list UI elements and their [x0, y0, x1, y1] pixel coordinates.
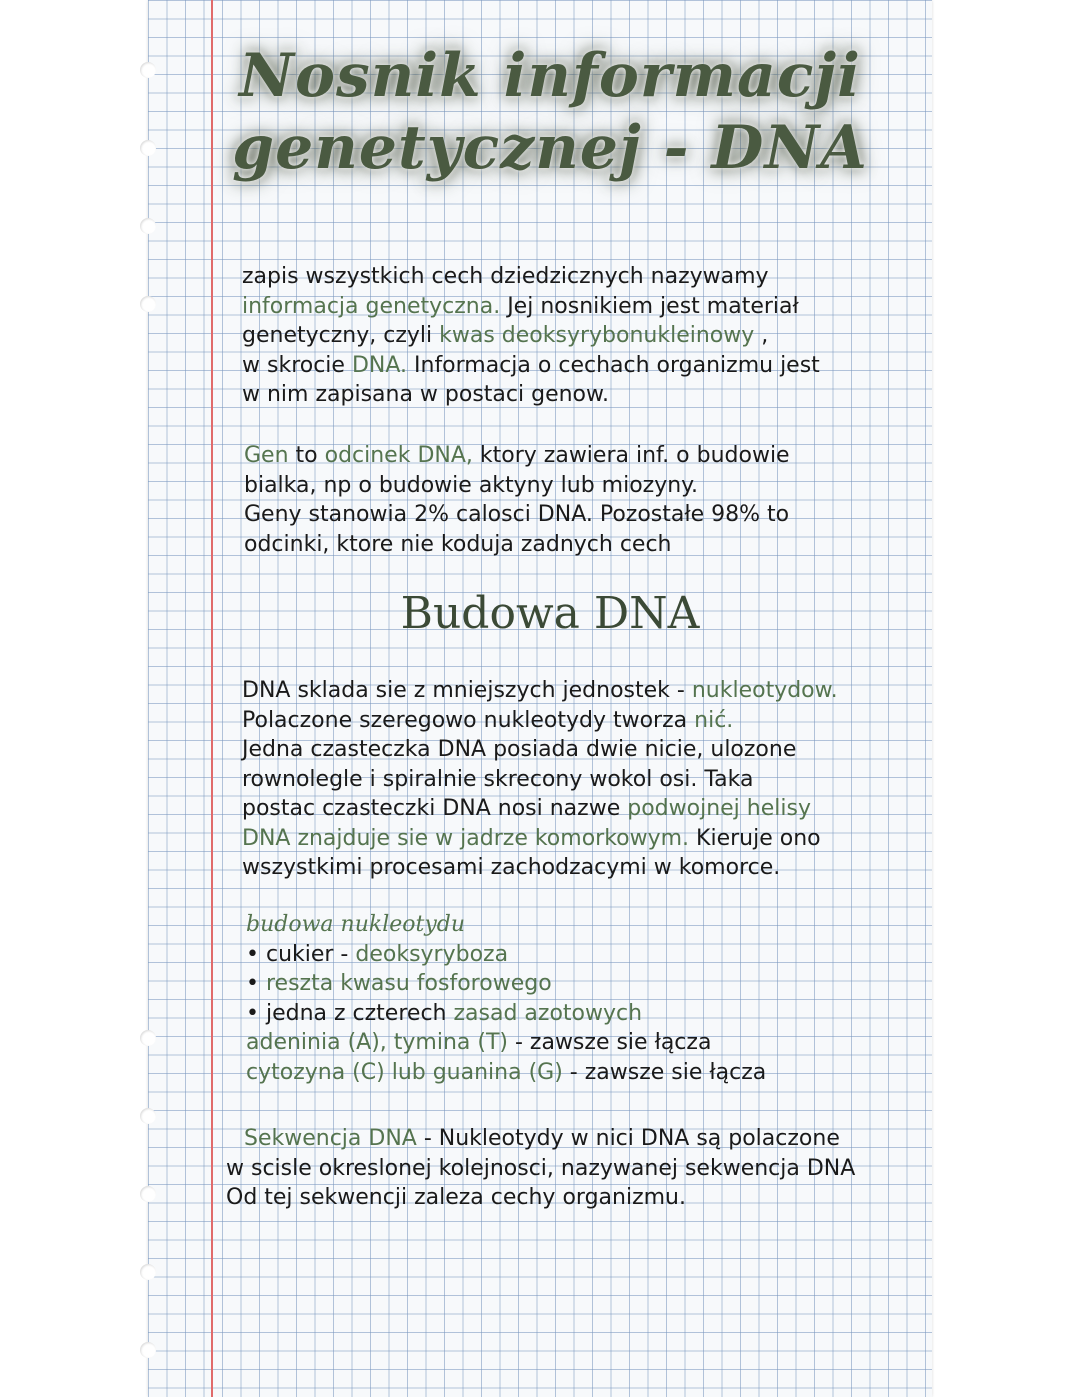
binder-hole [140, 1030, 156, 1046]
list-item [246, 1028, 766, 1058]
highlight-term: adeninia (A), tymina (T) [246, 1030, 508, 1055]
text: postac czasteczki DNA nosi nazwe [242, 796, 628, 821]
text: w nim zapisana w postaci genow. [242, 382, 609, 407]
highlight-term: zasad azotowych [453, 1000, 643, 1026]
highlight-term: odcinek DNA, [324, 443, 473, 468]
list-item [246, 940, 766, 970]
text: Jej nosnikiem jest materiał [500, 293, 799, 319]
text-line [242, 765, 838, 795]
section-heading: Budowa DNA [400, 588, 700, 639]
list-item [246, 969, 766, 999]
binder-hole [140, 1264, 156, 1280]
text: • cukier - [246, 941, 356, 967]
list-item [246, 1058, 766, 1088]
margin-line [211, 0, 213, 1397]
highlight-term: cytozyna (C) lub guanina (G) [246, 1059, 563, 1085]
binder-hole [140, 140, 156, 156]
nukleotyd-list [246, 910, 766, 1087]
text: zapis wszystkich cech dziedzicznych nazywamy [242, 264, 769, 289]
text-line [242, 794, 838, 824]
highlight-term: nić. [694, 707, 734, 733]
text: wszystkimi procesami zachodzacymi w komorce. [242, 855, 781, 880]
intro-paragraph [242, 262, 820, 410]
text: Informacja o cechach organizmu jest [407, 352, 820, 378]
text-line [242, 380, 820, 410]
binder-hole [140, 62, 156, 78]
highlight-term: informacja genetyczna. [242, 293, 501, 319]
text-line [242, 262, 820, 292]
list-item [246, 999, 766, 1029]
text: w scisle okreslonej kolejnosci, nazywanej sekwencja DNA [226, 1155, 856, 1181]
text-line [244, 530, 790, 560]
binder-hole [140, 218, 156, 234]
text-line [242, 351, 820, 381]
text-line [244, 500, 790, 530]
text: w skrocie [242, 352, 352, 378]
binder-hole [140, 1186, 156, 1202]
text-line [244, 441, 790, 471]
text: Kieruje ono [689, 825, 821, 851]
text: • jedna z czterech [246, 1000, 454, 1026]
highlight-term: kwas deoksyrybonukleinowy [439, 323, 755, 348]
text: Geny stanowia 2% calosci DNA. Pozostałe 98% to [244, 502, 790, 527]
title-line-2: genetycznej - DNA [232, 113, 868, 183]
text: ktory zawiera inf. o budowie [472, 443, 790, 468]
text-line [242, 824, 838, 854]
highlight-term: DNA znajduje sie w jadrze komorkowym. [242, 825, 690, 851]
text: to [288, 443, 325, 468]
text: , [754, 323, 769, 348]
highlight-term: reszta kwasu fosforowego [265, 971, 552, 996]
text: bialka, np o budowie aktyny lub miozyny. [244, 472, 699, 498]
title-line-1: Nosnik informacji [239, 41, 861, 111]
text: - Nukleotydy w nici DNA są polaczone [416, 1126, 840, 1151]
text: odcinki, ktore nie koduja zadnych cech [244, 531, 672, 557]
text-line [244, 471, 790, 501]
text-line [226, 1154, 932, 1184]
highlight-term: DNA. [351, 352, 408, 378]
text: DNA sklada sie z mniejszych jednostek - [242, 678, 692, 703]
text: - zawsze sie łącza [507, 1030, 712, 1055]
highlight-term: podwojnej helisy [627, 796, 811, 821]
binder-hole [140, 1108, 156, 1124]
text-line [242, 706, 838, 736]
page-title [230, 40, 870, 184]
text: rownolegle i spiralnie skrecony wokol osi. Taka [242, 766, 754, 792]
text-line [242, 735, 838, 765]
text-line [226, 1124, 932, 1154]
text-line [242, 292, 820, 322]
binder-hole [140, 1342, 156, 1358]
text: Jedna czasteczka DNA posiada dwie nicie, ulozone [242, 737, 797, 762]
highlight-term: Gen [244, 443, 289, 468]
highlight-term: nukleotydow. [691, 678, 838, 703]
text: Polaczone szeregowo nukleotydy tworza [242, 707, 695, 733]
text-line [242, 676, 838, 706]
highlight-term: deoksyryboza [355, 941, 509, 967]
text-line [226, 1183, 932, 1213]
highlight-term: Sekwencja DNA [244, 1126, 417, 1151]
text-line [242, 321, 820, 351]
text: genetyczny, czyli [242, 323, 440, 348]
text: • [246, 971, 266, 996]
text: - zawsze sie łącza [562, 1059, 767, 1085]
gen-paragraph [244, 441, 790, 559]
budowa-paragraph [242, 676, 838, 883]
sekwencja-paragraph [226, 1124, 932, 1213]
nukleotyd-subtitle: budowa nukleotydu [246, 912, 466, 937]
text-line [242, 853, 838, 883]
binder-hole [140, 296, 156, 312]
text: Od tej sekwencji zaleza cechy organizmu. [226, 1185, 686, 1210]
